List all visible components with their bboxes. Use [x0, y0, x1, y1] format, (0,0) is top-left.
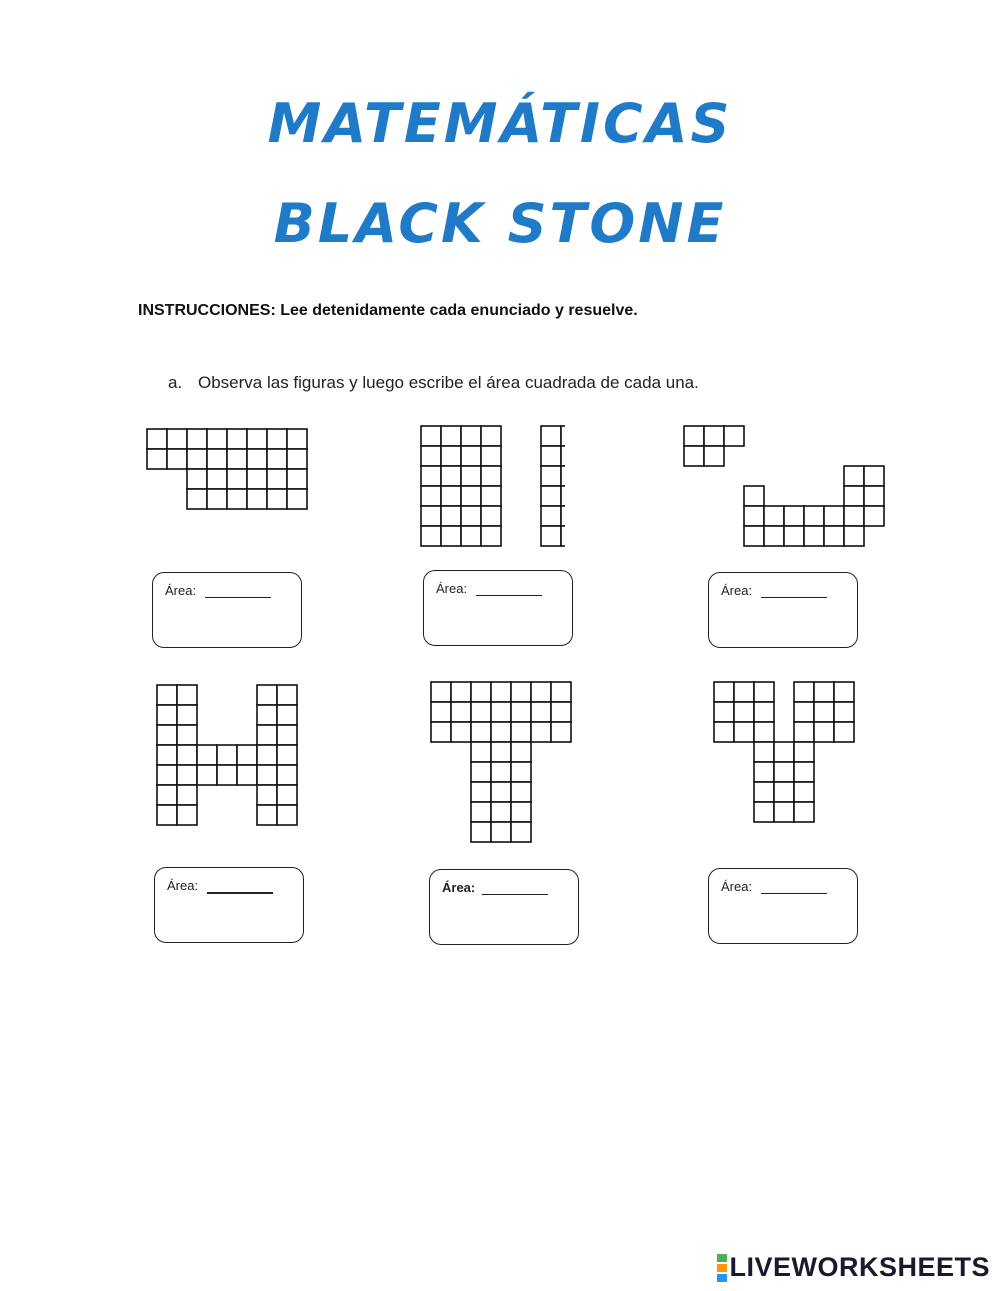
brand-text: LIVEWORKSHEETS [729, 1252, 990, 1282]
area-label: Área: [442, 880, 476, 895]
grid-square [177, 805, 197, 825]
grid-square [237, 745, 257, 765]
answer-line[interactable] [205, 597, 271, 598]
grid-square [714, 722, 734, 742]
grid-square [754, 682, 774, 702]
grid-square [187, 489, 207, 509]
grid-square [481, 426, 501, 446]
grid-square [207, 489, 227, 509]
grid-square [531, 702, 551, 722]
grid-square [471, 822, 491, 842]
grid-square [481, 506, 501, 526]
grid-square [157, 805, 177, 825]
grid-square [287, 429, 307, 449]
grid-square [561, 506, 565, 526]
grid-square [834, 702, 854, 722]
grid-square [491, 722, 511, 742]
grid-square [277, 745, 297, 765]
grid-square [491, 802, 511, 822]
grid-square [724, 426, 744, 446]
grid-square [257, 765, 277, 785]
grid-square [277, 725, 297, 745]
grid-square [764, 526, 784, 546]
grid-square [794, 742, 814, 762]
grid-square [257, 725, 277, 745]
area-box-6[interactable] [708, 868, 858, 944]
grid-square [511, 782, 531, 802]
grid-square [227, 469, 247, 489]
grid-square [287, 449, 307, 469]
grid-square [157, 725, 177, 745]
grid-square [511, 682, 531, 702]
grid-square [257, 685, 277, 705]
grid-square [704, 426, 724, 446]
grid-square [844, 466, 864, 486]
grid-square [441, 446, 461, 466]
grid-square [441, 426, 461, 446]
area-box-1[interactable] [152, 572, 302, 648]
grid-square [177, 725, 197, 745]
grid-square [461, 426, 481, 446]
grid-square [471, 782, 491, 802]
grid-square [277, 805, 297, 825]
grid-square [834, 722, 854, 742]
title-line-1: MATEMÁTICAS [267, 92, 733, 155]
grid-square [237, 765, 257, 785]
grid-square [197, 745, 217, 765]
grid-square [257, 705, 277, 725]
item-a-text: Observa las figuras y luego escribe el área cuadrada de cada una. [198, 373, 699, 392]
grid-square [551, 722, 571, 742]
item-a-marker: a. [168, 373, 183, 392]
grid-square [471, 722, 491, 742]
grid-square [734, 682, 754, 702]
figure-2 [420, 425, 565, 560]
grid-square [511, 802, 531, 822]
grid-square [431, 702, 451, 722]
grid-square [461, 486, 481, 506]
grid-square [864, 486, 884, 506]
area-box-4[interactable] [154, 867, 304, 943]
grid-square [187, 469, 207, 489]
grid-square [277, 765, 297, 785]
grid-square [481, 446, 501, 466]
grid-square [287, 469, 307, 489]
instructions: INSTRUCCIONES: Lee detenidamente cada enunciado y resuelve. [138, 302, 638, 319]
grid-square [471, 762, 491, 782]
grid-square [774, 782, 794, 802]
grid-square [157, 745, 177, 765]
grid-square [814, 682, 834, 702]
grid-square [774, 742, 794, 762]
grid-square [187, 429, 207, 449]
grid-square [227, 449, 247, 469]
grid-square [541, 466, 561, 486]
grid-square [561, 446, 565, 466]
grid-square [167, 449, 187, 469]
figure-4 [156, 684, 301, 842]
grid-square [814, 702, 834, 722]
grid-square [471, 742, 491, 762]
grid-square [177, 685, 197, 705]
grid-square [541, 486, 561, 506]
grid-square [441, 486, 461, 506]
logo-icon [717, 1253, 727, 1283]
grid-square [491, 762, 511, 782]
grid-square [461, 506, 481, 526]
grid-square [804, 506, 824, 526]
grid-square [714, 702, 734, 722]
grid-square [177, 745, 197, 765]
grid-square [227, 429, 247, 449]
answer-line[interactable] [761, 893, 827, 894]
grid-square [541, 506, 561, 526]
figure-3 [683, 425, 889, 560]
grid-square [277, 785, 297, 805]
grid-square [441, 526, 461, 546]
area-label: Área: [165, 583, 197, 598]
grid-square [531, 682, 551, 702]
grid-square [277, 685, 297, 705]
grid-square [844, 486, 864, 506]
grid-square [247, 449, 267, 469]
logo-block-orange [717, 1264, 727, 1272]
grid-square [794, 782, 814, 802]
grid-square [267, 449, 287, 469]
area-box-3[interactable] [708, 572, 858, 648]
grid-square [157, 705, 177, 725]
grid-square [744, 526, 764, 546]
title-line-2: BLACK STONE [273, 192, 727, 255]
grid-square [287, 489, 307, 509]
grid-square [491, 822, 511, 842]
grid-square [147, 449, 167, 469]
grid-square [754, 782, 774, 802]
grid-square [451, 702, 471, 722]
answer-line[interactable] [761, 597, 827, 598]
area-label: Área: [721, 879, 753, 894]
grid-square [461, 466, 481, 486]
grid-square [421, 526, 441, 546]
grid-square [754, 802, 774, 822]
grid-square [561, 486, 565, 506]
grid-square [177, 765, 197, 785]
grid-square [754, 742, 774, 762]
grid-square [511, 722, 531, 742]
grid-square [511, 742, 531, 762]
grid-square [267, 489, 287, 509]
grid-square [471, 702, 491, 722]
grid-square [794, 702, 814, 722]
grid-square [217, 745, 237, 765]
answer-line[interactable] [476, 595, 542, 596]
grid-square [551, 702, 571, 722]
grid-square [471, 682, 491, 702]
grid-square [451, 722, 471, 742]
grid-square [511, 702, 531, 722]
grid-square [247, 489, 267, 509]
figure-6 [713, 681, 858, 836]
grid-square [561, 426, 565, 446]
grid-square [157, 765, 177, 785]
grid-square [541, 446, 561, 466]
grid-square [491, 742, 511, 762]
grid-square [784, 526, 804, 546]
grid-square [471, 802, 491, 822]
grid-square [421, 466, 441, 486]
grid-square [177, 785, 197, 805]
grid-square [461, 446, 481, 466]
grid-square [784, 506, 804, 526]
answer-line[interactable] [207, 892, 273, 894]
area-box-5[interactable] [429, 869, 579, 945]
grid-square [277, 705, 297, 725]
grid-square [734, 722, 754, 742]
grid-square [864, 466, 884, 486]
grid-square [257, 745, 277, 765]
grid-square [684, 426, 704, 446]
grid-square [551, 682, 571, 702]
grid-square [157, 685, 177, 705]
grid-square [421, 486, 441, 506]
grid-square [421, 426, 441, 446]
grid-square [814, 722, 834, 742]
grid-square [421, 446, 441, 466]
grid-square [834, 682, 854, 702]
answer-line[interactable] [482, 894, 548, 895]
grid-square [794, 722, 814, 742]
grid-square [421, 506, 441, 526]
grid-square [744, 506, 764, 526]
grid-square [754, 762, 774, 782]
area-label: Área: [167, 878, 199, 893]
grid-square [247, 469, 267, 489]
grid-square [531, 722, 551, 742]
grid-square [794, 762, 814, 782]
grid-square [844, 506, 864, 526]
grid-square [804, 526, 824, 546]
grid-square [207, 429, 227, 449]
grid-square [167, 429, 187, 449]
grid-square [824, 526, 844, 546]
grid-square [684, 446, 704, 466]
grid-square [481, 486, 501, 506]
grid-square [481, 466, 501, 486]
grid-square [511, 822, 531, 842]
grid-square [247, 429, 267, 449]
grid-square [844, 526, 864, 546]
grid-square [441, 466, 461, 486]
figure-1 [146, 428, 310, 520]
grid-square [197, 765, 217, 785]
grid-square [491, 682, 511, 702]
item-a [168, 373, 699, 393]
grid-square [431, 722, 451, 742]
grid-square [451, 682, 471, 702]
grid-square [461, 526, 481, 546]
grid-square [157, 785, 177, 805]
grid-square [257, 805, 277, 825]
grid-square [561, 466, 565, 486]
grid-square [794, 802, 814, 822]
grid-square [207, 449, 227, 469]
grid-square [481, 526, 501, 546]
grid-square [541, 426, 561, 446]
grid-square [774, 802, 794, 822]
liveworksheets-logo [717, 1252, 990, 1283]
grid-square [207, 469, 227, 489]
grid-square [754, 722, 774, 742]
grid-square [491, 782, 511, 802]
grid-square [754, 702, 774, 722]
grid-square [774, 762, 794, 782]
grid-square [227, 489, 247, 509]
grid-square [431, 682, 451, 702]
grid-square [511, 762, 531, 782]
area-box-2[interactable] [423, 570, 573, 646]
grid-square [267, 429, 287, 449]
grid-square [714, 682, 734, 702]
grid-square [187, 449, 207, 469]
area-label: Área: [721, 583, 753, 598]
grid-square [491, 702, 511, 722]
figure-5 [430, 681, 575, 859]
grid-square [217, 765, 237, 785]
grid-square [441, 506, 461, 526]
grid-square [764, 506, 784, 526]
grid-square [864, 506, 884, 526]
grid-square [561, 526, 565, 546]
grid-square [541, 526, 561, 546]
grid-square [824, 506, 844, 526]
grid-square [267, 469, 287, 489]
grid-square [147, 429, 167, 449]
grid-square [257, 785, 277, 805]
grid-square [794, 682, 814, 702]
grid-square [177, 705, 197, 725]
grid-square [744, 486, 764, 506]
grid-square [734, 702, 754, 722]
logo-block-green [717, 1254, 727, 1262]
logo-block-blue [717, 1274, 727, 1282]
area-label: Área: [436, 581, 468, 596]
grid-square [704, 446, 724, 466]
